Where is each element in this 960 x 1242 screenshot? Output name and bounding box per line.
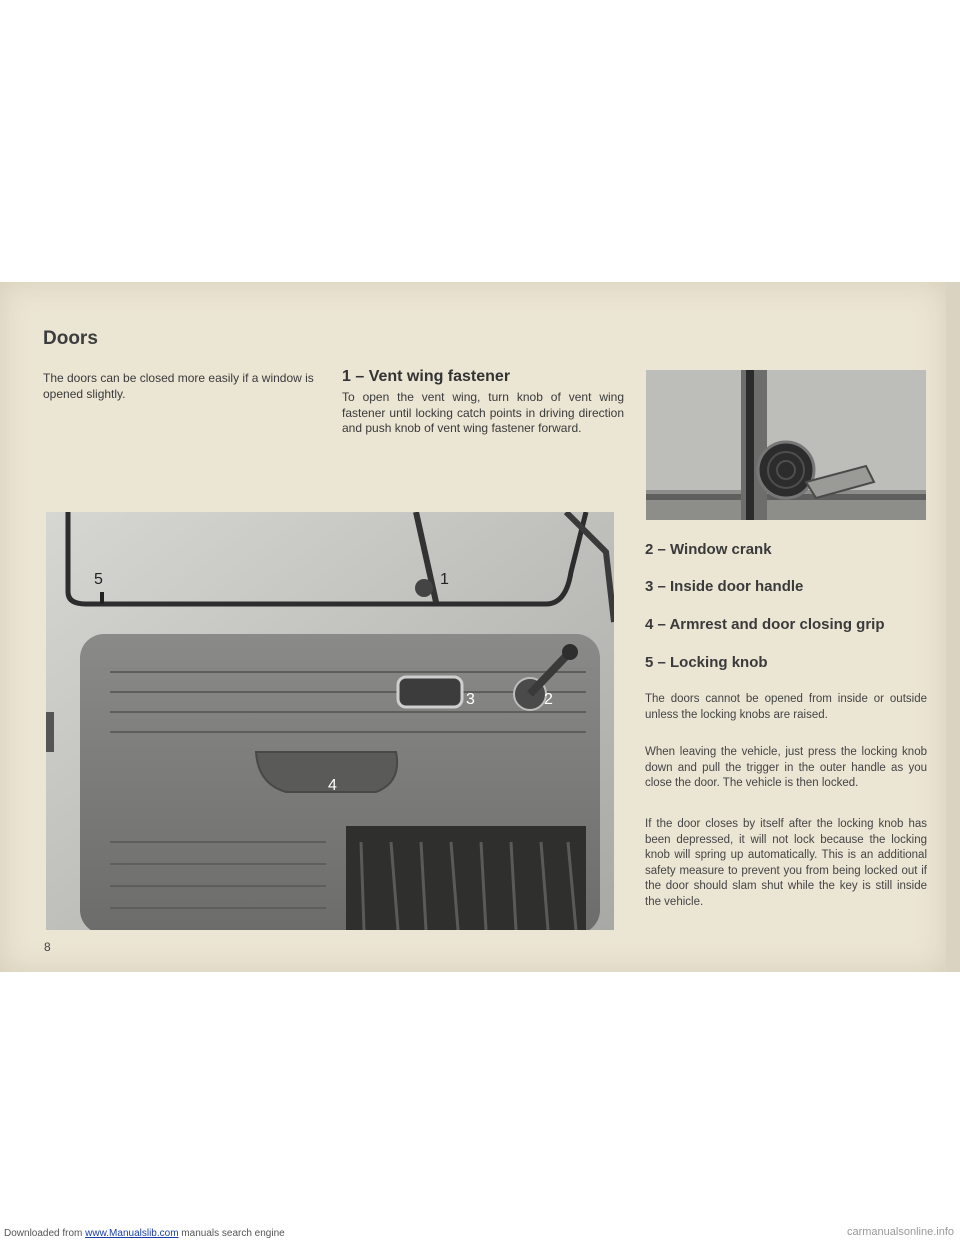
- paragraph-safety: If the door closes by itself after the locking knob has been depressed, it will not lock because the locking knob will spring up automatically. This is an additional safety measure to prevent you from being locked out if the door should slam shut while the key is still inside the vehicle.: [645, 818, 927, 908]
- watermark: carmanualsonline.info: [846, 1226, 954, 1238]
- footer-suffix: manuals search engine: [178, 1228, 285, 1239]
- callout-4: 4: [328, 777, 337, 794]
- item-locking-knob: 5 – Locking knob: [645, 654, 768, 671]
- vent-wing-detail-photo: [646, 370, 926, 520]
- vent-wing-fastener-knob: [758, 442, 814, 498]
- map-pocket: [346, 826, 586, 930]
- download-footer: [4, 1228, 285, 1239]
- door-hinge: [46, 712, 54, 752]
- paragraph-leaving-vehicle: When leaving the vehicle, just press the locking knob down and pull the trigger in the outer handle as you close the door. The vehicle is then locked.: [645, 746, 927, 789]
- footer-prefix: Downloaded from: [4, 1228, 86, 1239]
- window-crank-knob: [562, 644, 578, 660]
- item-window-crank: 2 – Window crank: [645, 541, 772, 558]
- item-inside-door-handle: 3 – Inside door handle: [645, 578, 804, 595]
- armrest: [256, 752, 397, 792]
- intro-text: The doors can be closed more easily if a window is opened slightly.: [43, 371, 314, 401]
- page-number: 8: [44, 940, 51, 954]
- callout-3: 3: [466, 691, 475, 708]
- paragraph-locking: The doors cannot be opened from inside or outside unless the locking knobs are raised.: [645, 693, 927, 721]
- next-page-edge: [946, 282, 960, 972]
- inside-door-handle: [398, 677, 462, 707]
- callout-1: 1: [440, 571, 449, 588]
- manualslib-link[interactable]: www.Manualslib.com: [85, 1228, 179, 1239]
- callout-2: 2: [544, 691, 553, 708]
- item-armrest: 4 – Armrest and door closing grip: [645, 616, 885, 633]
- door-panel-photo: [46, 512, 614, 930]
- vent-wing-knob: [415, 579, 433, 597]
- section-vent-wing-title: 1 – Vent wing fastener: [342, 368, 511, 385]
- callout-5: 5: [94, 571, 103, 588]
- page-title: Doors: [43, 328, 98, 349]
- section-vent-wing-body: To open the vent wing, turn knob of vent wing fastener until locking catch points in driving direction and push knob of vent wing fastener forward.: [342, 390, 624, 435]
